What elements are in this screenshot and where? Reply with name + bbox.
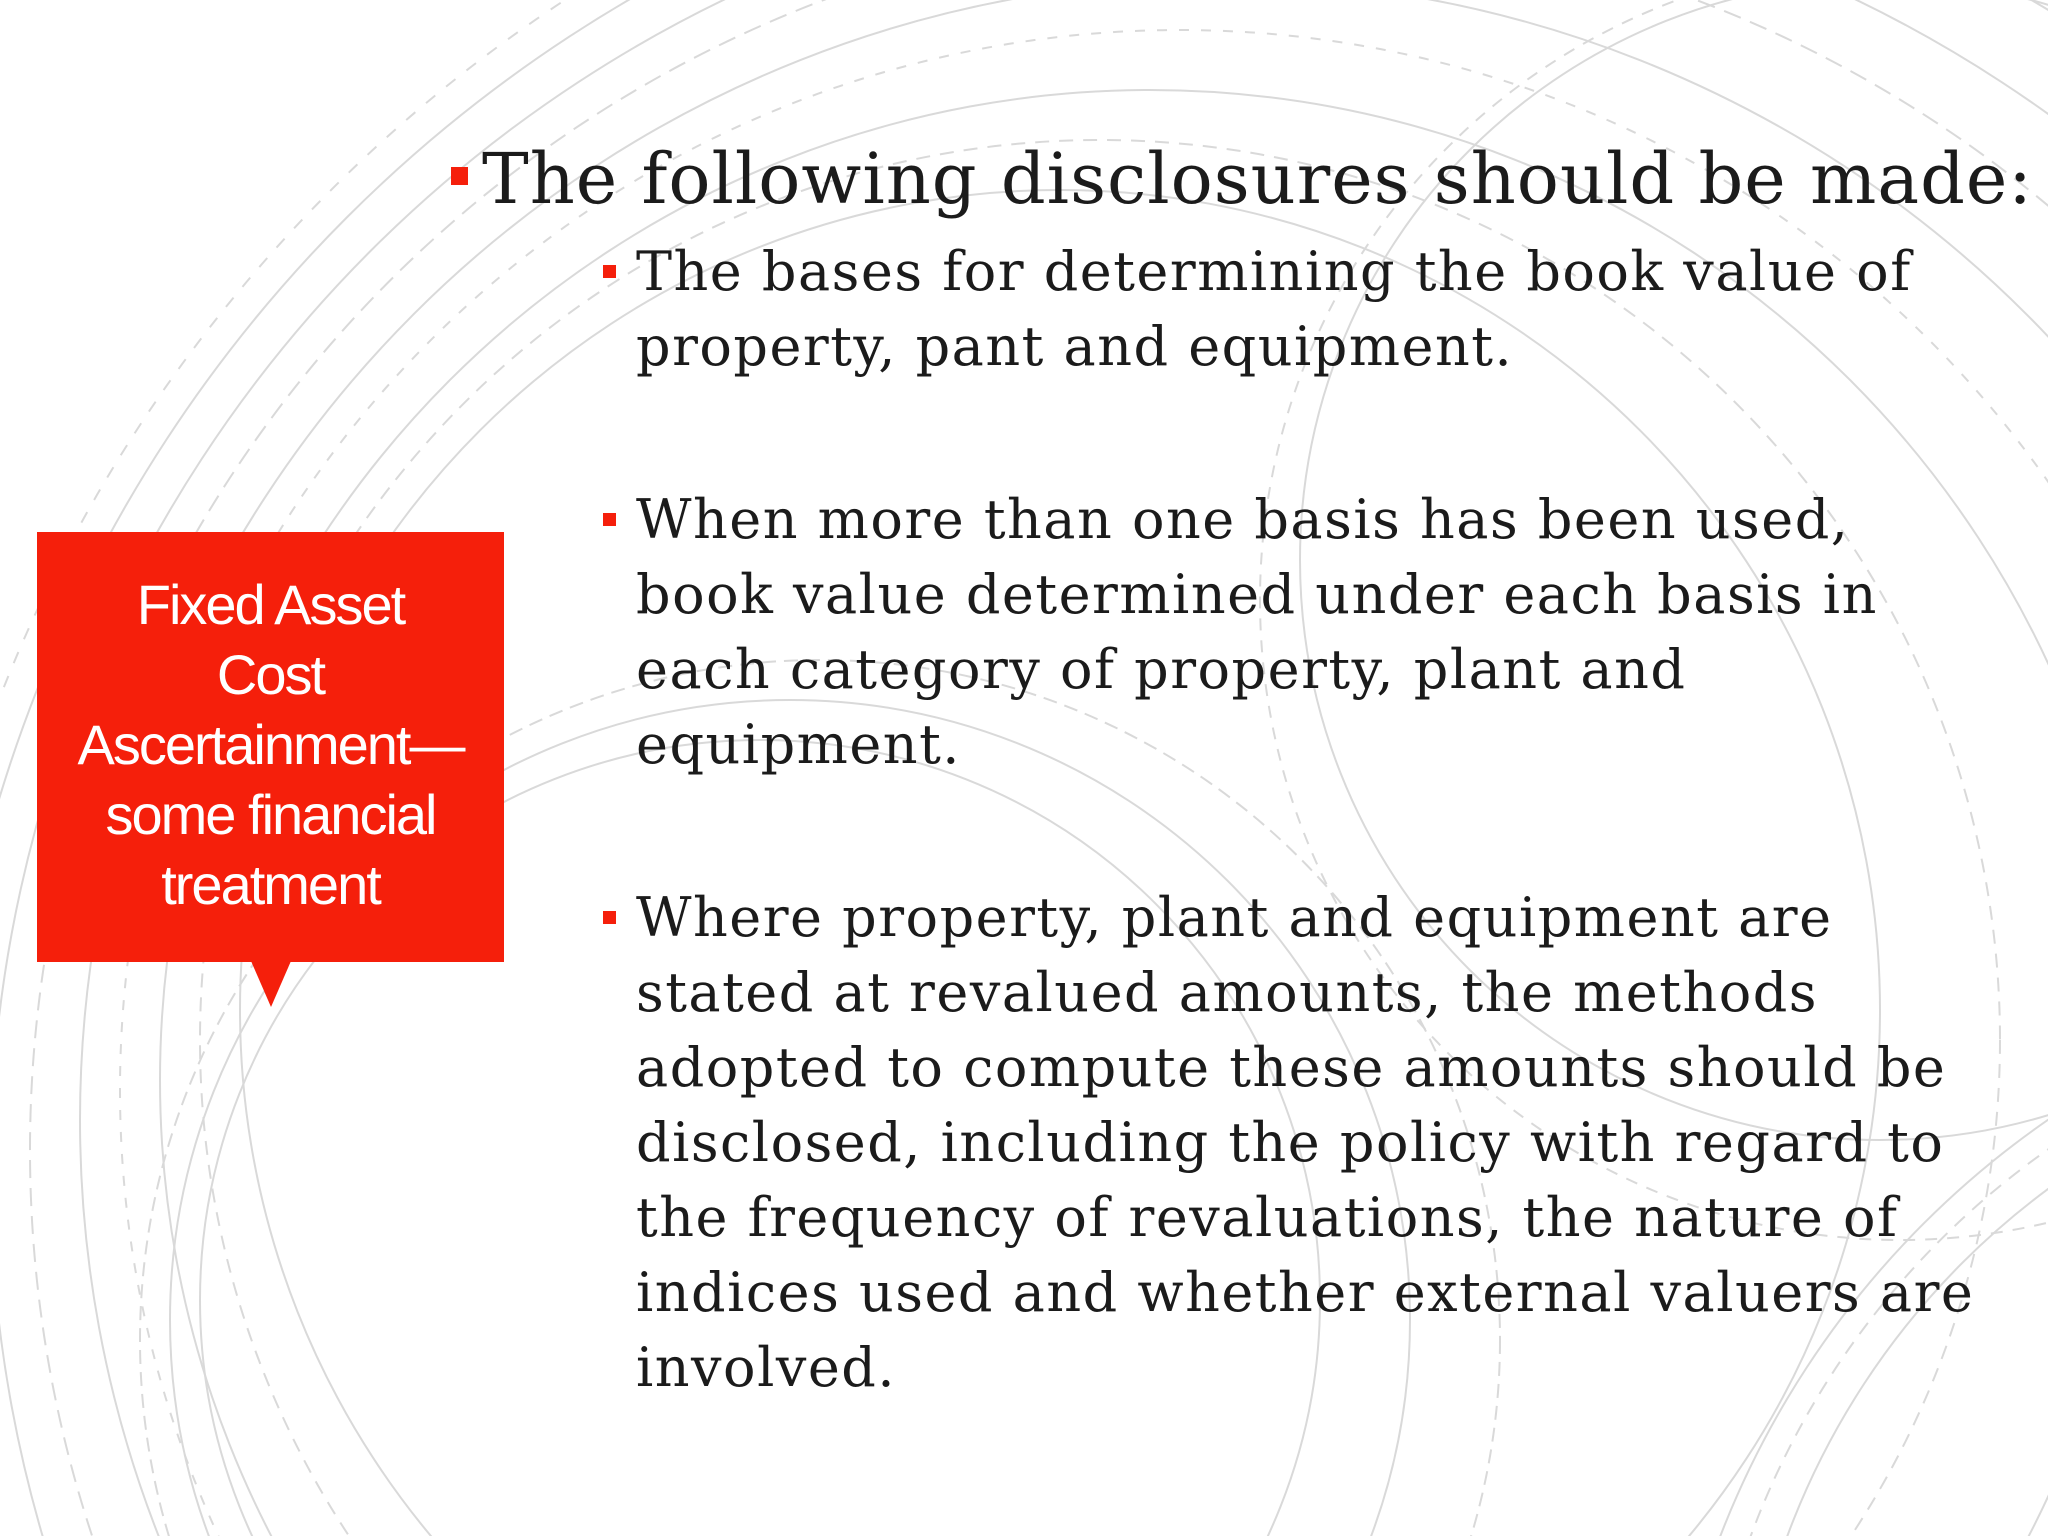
list-item-line: Where property, plant and equipment are bbox=[636, 886, 1833, 949]
bullet-heading: The following disclosures should be made: bbox=[482, 138, 2033, 220]
title-line: treatment bbox=[161, 853, 380, 916]
bullet-marker bbox=[603, 513, 616, 526]
list-item-line: involved. bbox=[636, 1336, 897, 1399]
list-item-line: The bases for determining the book value of bbox=[636, 240, 1912, 303]
list-item-line: adopted to compute these amounts should be bbox=[636, 1036, 1947, 1099]
title-line: Fixed Asset bbox=[136, 573, 405, 636]
list-item-line: stated at revalued amounts, the methods bbox=[636, 961, 1819, 1024]
bullet-marker bbox=[451, 167, 468, 185]
list-item-line: the frequency of revaluations, the nature of bbox=[636, 1186, 1899, 1249]
list-item-line: book value determined under each basis in bbox=[636, 563, 1878, 626]
title-line: Cost bbox=[216, 643, 325, 706]
bullet-marker bbox=[603, 911, 616, 924]
list-item-line: property, pant and equipment. bbox=[636, 315, 1514, 378]
bullet-marker bbox=[603, 265, 616, 278]
list-item-line: each category of property, plant and bbox=[636, 638, 1687, 701]
list-item-line: indices used and whether external valuers are bbox=[636, 1261, 1975, 1324]
list-item-line: disclosed, including the policy with regard to bbox=[636, 1111, 1945, 1174]
title-line: Ascertainment— bbox=[77, 713, 464, 776]
title-line: some financial bbox=[105, 783, 436, 846]
list-item-line: equipment. bbox=[636, 713, 961, 776]
list-item-line: When more than one basis has been used, bbox=[636, 488, 1850, 551]
